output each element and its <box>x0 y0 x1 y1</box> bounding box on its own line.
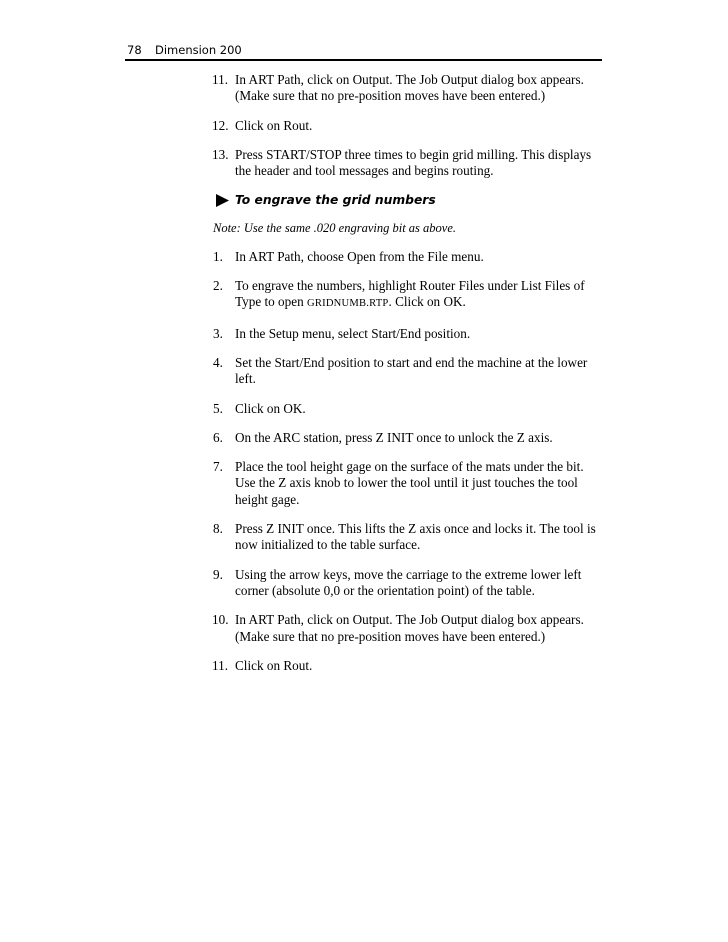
step-text: Using the arrow keys, move the carriage to the extreme lower left corner (absolute 0,0 or the orientation point) of the table. <box>235 566 582 598</box>
step-text: On the ARC station, press Z INIT once to unlock the Z axis. <box>235 429 553 445</box>
list-item <box>213 355 605 388</box>
list-item <box>213 118 605 134</box>
list-item <box>213 658 605 674</box>
step-number: 12. <box>212 117 229 133</box>
step-number: 4. <box>213 354 223 370</box>
step-number: 7. <box>213 459 223 475</box>
step-number: 8. <box>213 521 223 537</box>
filename: GRIDNUMB.RTP <box>306 298 389 310</box>
step-text-part: . Click on OK. <box>388 294 466 310</box>
list-item <box>213 521 605 554</box>
list-item <box>213 72 605 105</box>
note: Note: Use the same .020 engraving bit as above. <box>213 221 457 236</box>
page-body <box>213 72 605 687</box>
list-item <box>213 567 605 600</box>
list-item <box>213 249 605 265</box>
step-number: 6. <box>213 429 223 445</box>
page-number: 78 <box>127 43 142 57</box>
step-number: 5. <box>213 400 223 416</box>
step-number: 1. <box>213 248 223 264</box>
step-text: Click on OK. <box>235 400 306 416</box>
list-item <box>213 401 605 417</box>
step-number: 2. <box>213 278 223 294</box>
step-text-part: To engrave the numbers, highlight Router Files under List Files of Type to open <box>235 278 585 310</box>
list-item <box>213 147 605 180</box>
step-text: In ART Path, click on Output. The Job Output dialog box appears. (Make sure that no pre-position moves have been entered.) <box>235 612 584 644</box>
step-text: Place the tool height gage on the surface of the mats under the bit. Use the Z axis knob to lower the tool until it just touches the tool height gage. <box>235 459 584 507</box>
step-text: In ART Path, choose Open from the File menu. <box>235 248 484 264</box>
step-text: Press START/STOP three times to begin grid milling. This displays the header and tool messages and begins routing. <box>235 146 592 179</box>
step-text: Click on Rout. <box>235 117 313 133</box>
list-item <box>213 326 605 342</box>
list-item <box>213 612 605 645</box>
step-number: 11. <box>212 657 228 673</box>
step-text: Click on Rout. <box>235 657 313 673</box>
step-number: 3. <box>213 325 223 341</box>
step-number: 10. <box>212 612 229 628</box>
triangle-arrow-icon <box>215 194 230 207</box>
step-text: In the Setup menu, select Start/End position. <box>235 325 471 341</box>
step-text <box>235 278 605 313</box>
step-number: 9. <box>213 566 223 582</box>
list-item <box>213 459 605 508</box>
step-number: 11. <box>212 72 228 87</box>
step-text: Set the Start/End position to start and end the machine at the lower left. <box>235 354 588 387</box>
page-header <box>125 40 602 60</box>
step-number: 13. <box>212 146 229 162</box>
step-text: Press Z INIT once. This lifts the Z axis once and locks it. The tool is now initialized to the table surface. <box>235 521 596 553</box>
chapter-title: Dimension 200 <box>155 43 242 57</box>
procedure-heading-text: To engrave the grid numbers <box>235 193 436 208</box>
list-item <box>213 278 605 313</box>
step-text: In ART Path, click on Output. The Job Output dialog box appears. (Make sure that no pre-position moves have been entered.) <box>235 72 584 104</box>
list-item <box>213 430 605 446</box>
procedure-heading <box>213 192 605 208</box>
header-rule <box>125 59 602 61</box>
